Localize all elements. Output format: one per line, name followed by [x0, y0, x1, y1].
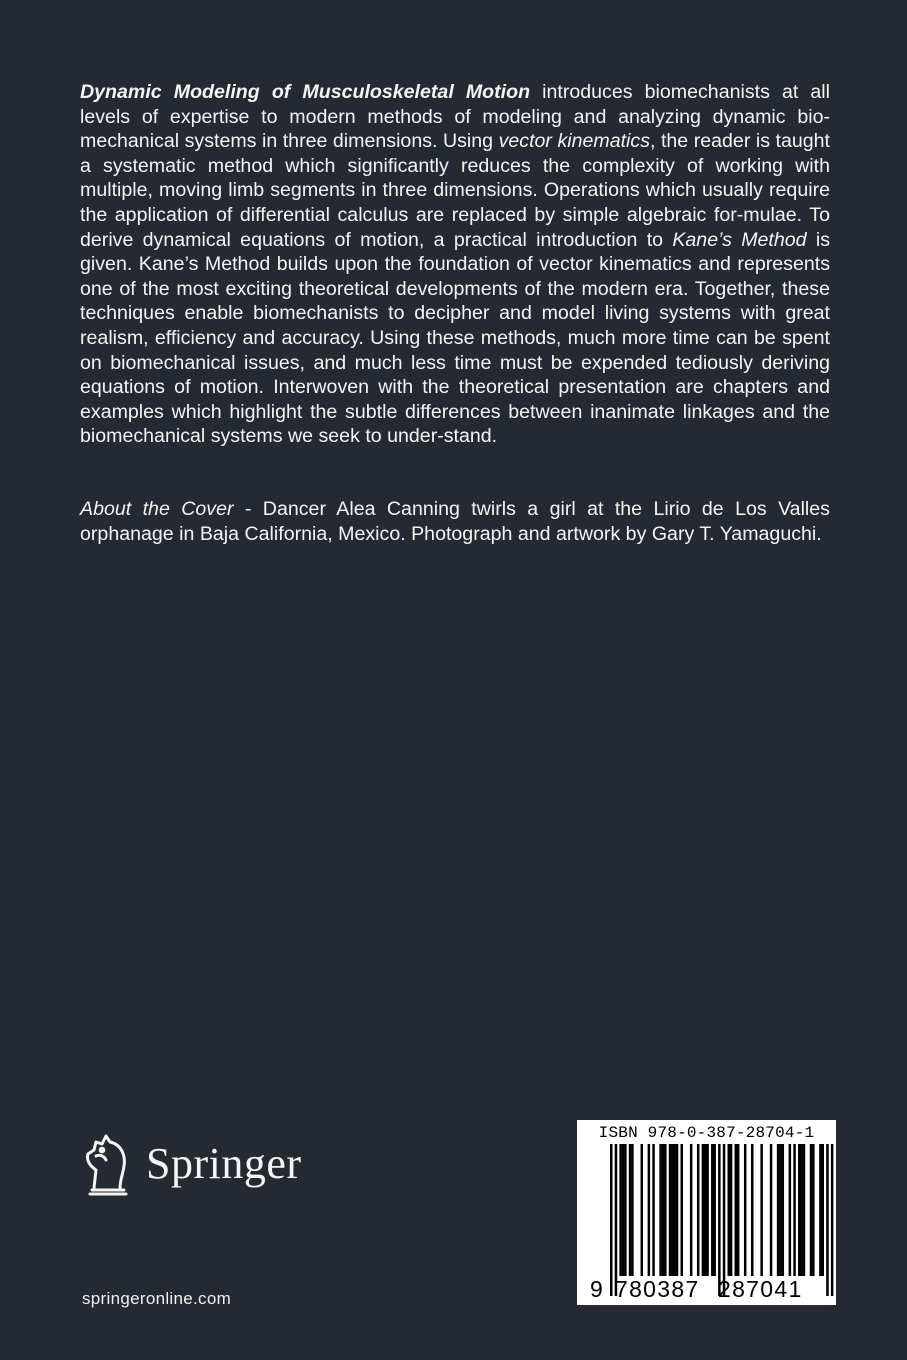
- barcode-bar: [777, 1144, 780, 1276]
- barcode-bar: [676, 1144, 679, 1276]
- barcode-bar: [798, 1144, 801, 1276]
- barcode-bar: [782, 1144, 785, 1276]
- barcode-bar: [793, 1144, 796, 1276]
- barcode-bar: [624, 1144, 627, 1276]
- barcode-bar: [622, 1144, 625, 1276]
- publisher-url: springeronline.com: [82, 1289, 232, 1308]
- barcode-bar: [718, 1144, 721, 1296]
- barcode-bar: [770, 1144, 773, 1276]
- barcode-bar: [737, 1144, 740, 1276]
- barcode-bar: [664, 1144, 667, 1276]
- barcode-bar: [648, 1144, 651, 1276]
- barcode-bar: [812, 1144, 815, 1276]
- barcode-bar: [697, 1144, 700, 1276]
- barcode-bar: [735, 1144, 738, 1276]
- barcode-bar: [730, 1144, 733, 1276]
- barcode-bar: [810, 1144, 813, 1276]
- barcode-bar: [702, 1144, 705, 1276]
- barcode-bar: [803, 1144, 806, 1276]
- about-cover-paragraph: About the Cover - Dancer Alea Canning twirls a girl at the Lirio de Los Valles orphanage in Baja California, Mexico. Photograph and artwork by Gary T. Yamaguchi.: [80, 497, 830, 545]
- barcode-bar: [711, 1144, 714, 1276]
- barcode-bar: [673, 1144, 676, 1276]
- barcode-bar: [681, 1144, 684, 1276]
- barcode-bar: [669, 1144, 672, 1276]
- barcode-bar: [831, 1144, 834, 1296]
- springer-logo: [82, 1128, 302, 1198]
- barcode-bar: [610, 1144, 613, 1296]
- barcode-bar: [779, 1144, 782, 1276]
- barcode-bar: [728, 1144, 731, 1276]
- book-title: Dynamic Modeling of Musculoskeletal Motion: [80, 81, 531, 103]
- barcode-bar: [619, 1144, 622, 1276]
- barcode-bar: [641, 1144, 644, 1276]
- barcode-bar: [826, 1144, 829, 1296]
- barcode-bar: [690, 1144, 693, 1276]
- barcode-bar: [789, 1144, 792, 1276]
- isbn-label: ISBN 978-0-387-28704-1: [598, 1124, 815, 1142]
- isbn-barcode: ISBN 978-0-387-28704-1 9 780387 287041: [577, 1120, 836, 1305]
- about-cover-label: About the Cover: [80, 497, 234, 520]
- barcode-bar: [706, 1144, 709, 1276]
- barcode-bar: [760, 1144, 763, 1276]
- chess-knight-icon: [82, 1130, 134, 1196]
- barcode-bar: [713, 1144, 716, 1276]
- barcode-bar: [652, 1144, 655, 1276]
- barcode-bar: [723, 1144, 726, 1296]
- barcode-bar: [822, 1144, 825, 1276]
- description-paragraph: Dynamic Modeling of Musculoskeletal Motion introduces biomechanists at all levels of expertise to modern methods of modeling and analyzing dynamic bio-mechanical systems in three dimensions. Using vector kinematics, the reader is taught a systematic method which significantly reduces the complexity of working with multiple, moving limb segments in three dimensions. Operations which usually require the application of differential calculus are replaced by simple algebraic for-mulae. To derive dynamical equations of motion, a practical introduction to Kane’s Method is given. Kane’s Method builds upon the foundation of vector kinematics and represents one of the most exciting theoretical developments of the modern era. Together, these techniques enable biomechanists to decipher and model living systems with great realism, efficiency and accuracy. Using these methods, much more time can be spent on biomechanical issues, and much less time must be expended tediously deriving equations of motion. Interwoven with the theoretical presentation are chapters and examples which highlight the subtle differences between inanimate linkages and the biomechanical systems we seek to under-stand.: [80, 81, 831, 448]
- barcode-bar: [751, 1144, 754, 1276]
- barcode-bar: [631, 1144, 634, 1276]
- barcode-bar: [671, 1144, 674, 1276]
- barcode-bar: [704, 1144, 707, 1276]
- barcode-bar: [629, 1144, 632, 1276]
- barcode-bar: [662, 1144, 665, 1276]
- barcode-bar: [659, 1144, 662, 1276]
- barcode-bar: [819, 1144, 822, 1276]
- publisher-name: Springer: [146, 1138, 302, 1188]
- back-cover-blurb: [80, 80, 830, 546]
- barcode-bar: [615, 1144, 618, 1296]
- barcode-bar: [744, 1144, 747, 1276]
- barcode-bar: [800, 1144, 803, 1276]
